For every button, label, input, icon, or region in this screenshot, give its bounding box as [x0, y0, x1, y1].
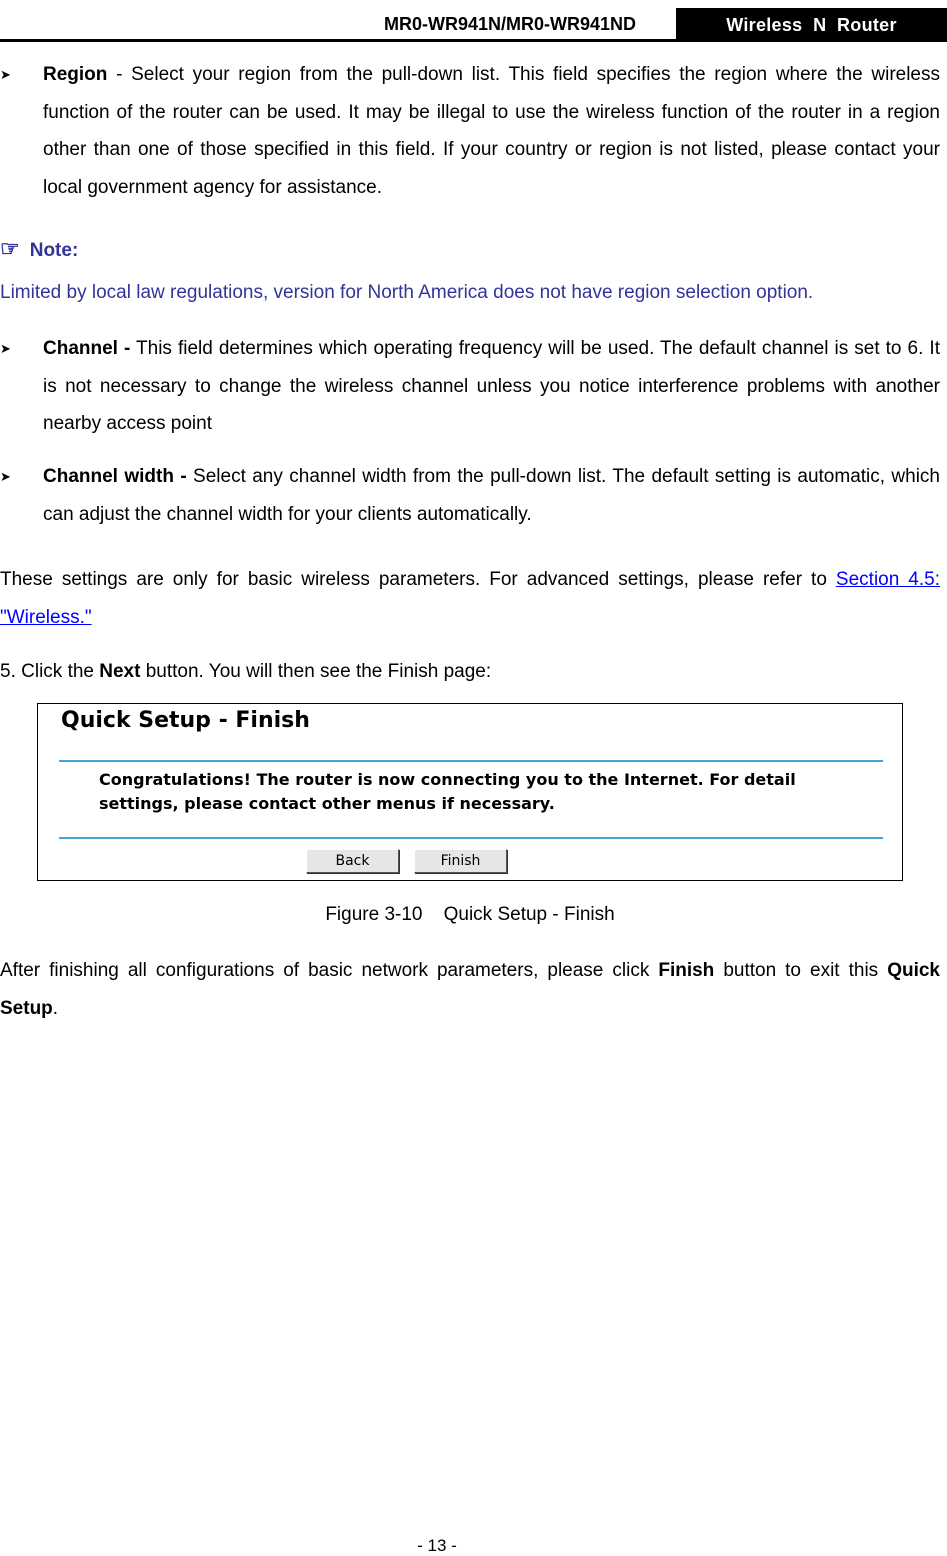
figure-divider-top — [59, 760, 883, 762]
closing-text: After finishing all configurations of basic network parameters, please click — [0, 960, 659, 981]
product-badge: Wireless N Router — [676, 8, 947, 42]
bullet-term: Channel - — [43, 338, 131, 359]
finish-button[interactable]: Finish — [414, 849, 507, 873]
bullet-region-text — [43, 56, 940, 206]
section-link[interactable]: Section 4.5: "Wireless." — [0, 569, 941, 628]
bullet-channel — [0, 330, 940, 443]
pointing-hand-icon: ☞ — [0, 236, 20, 261]
step5-text-end: button. You will then see the Finish page: — [140, 661, 492, 682]
arrow-bullet-icon: ➤ — [0, 469, 11, 484]
figure-divider-bottom — [59, 837, 883, 839]
bullet-body: Select any channel width from the pull-down list. The default setting is automatic, which can adjust the channel width for your clients automatically. — [43, 466, 940, 525]
note-body: Limited by local law regulations, version for North America does not have region selection option. — [0, 282, 814, 303]
step5-next: Next — [99, 661, 141, 682]
figure-caption: Figure 3-10 Quick Setup - Finish — [325, 904, 615, 925]
step5-text: 5. Click the — [0, 661, 100, 682]
bullet-body: - Select your region from the pull-down list. This field specifies the region where the wireless function of the router can be used. It may be illegal to use the wireless function of the router in a region other than one of those specified in this field. If your country or region is not listed, please contact your local government agency for assistance. — [43, 64, 940, 198]
settings-paragraph — [0, 561, 940, 637]
closing-finish: Finish — [658, 960, 715, 981]
bullet-region — [0, 56, 940, 206]
bullet-channel-text — [43, 330, 940, 443]
figure-title: Quick Setup - Finish — [61, 708, 310, 733]
bullet-body: This field determines which operating frequency will be used. The default channel is set to 6. It is not necessary to change the wireless channel unless you notice interference problems with another nearby access point — [43, 338, 940, 434]
closing-quick-setup: Quick Setup — [0, 960, 940, 1019]
note-heading — [0, 236, 78, 262]
page-number: - 13 - — [417, 1536, 457, 1555]
closing-text-mid: button to exit this — [714, 960, 888, 981]
note-label: Note: — [29, 240, 79, 261]
settings-text: These settings are only for basic wireless parameters. For advanced settings, please refer to — [0, 569, 836, 590]
back-button[interactable]: Back — [306, 849, 399, 873]
figure-message: Congratulations! The router is now connecting you to the Internet. For detail settings, please contact other menus if necessary. — [99, 770, 796, 813]
quick-setup-finish-figure — [37, 703, 903, 881]
arrow-bullet-icon: ➤ — [0, 341, 11, 356]
closing-paragraph — [0, 952, 940, 1028]
closing-period: . — [52, 998, 59, 1019]
page-header — [0, 0, 947, 42]
header-rule — [0, 39, 947, 42]
step5-paragraph — [0, 653, 940, 691]
bullet-term: Channel width - — [43, 466, 187, 487]
bullet-channel-width-text — [43, 458, 940, 533]
arrow-bullet-icon: ➤ — [0, 67, 11, 82]
model-name: MR0-WR941N/MR0-WR941ND — [383, 14, 637, 34]
bullet-term: Region — [43, 64, 108, 85]
bullet-channel-width — [0, 458, 940, 533]
